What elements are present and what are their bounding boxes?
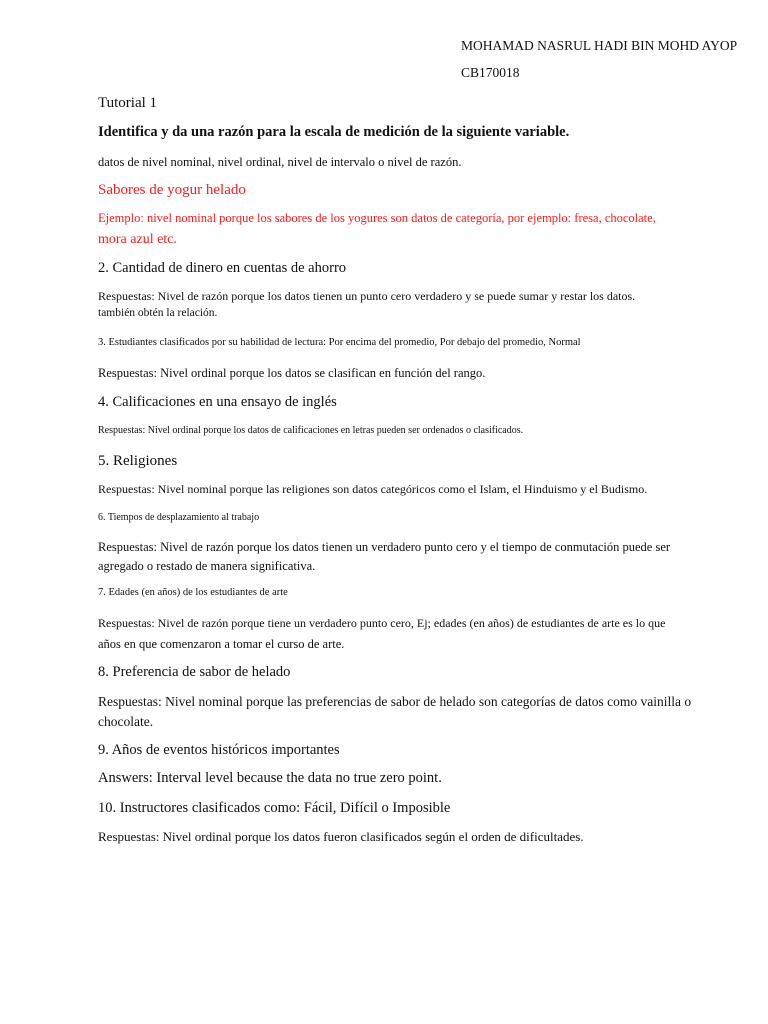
answer-2-line2: también obtén la relación. [98, 307, 218, 319]
answer-4: Respuestas: Nivel ordinal porque los datos de calificaciones en letras pueden ser ordenados o clasificados. [98, 425, 524, 436]
example-answer-line2: mora azul etc. [98, 232, 177, 247]
answer-8-line1: Respuestas: Nivel nominal porque las preferencias de sabor de helado son categorías de datos como vainilla o [98, 694, 692, 709]
answer-7-line2: años en que comenzaron a tomar el curso de arte. [98, 637, 345, 651]
options-text: datos de nivel nominal, nivel ordinal, nivel de intervalo o nivel de razón. [98, 155, 462, 169]
question-10: 10. Instructores clasificados como: Fácil, Difícil o Imposible [98, 800, 451, 816]
question-6: 6. Tiempos de desplazamiento al trabajo [98, 512, 260, 523]
answer-2-line1: Respuestas: Nivel de razón porque los datos tienen un punto cero verdadero y se puede sumar y restar los datos. [98, 289, 636, 303]
question-3: 3. Estudiantes clasificados por su habilidad de lectura: Por encima del promedio, Por debajo del promedio, Normal [98, 337, 581, 348]
answer-7-line1: Respuestas: Nivel de razón porque tiene un verdadero punto cero, Ej; edades (en años) de estudiantes de arte es lo que [98, 616, 666, 630]
answer-6-line1: Respuestas: Nivel de razón porque los datos tienen un verdadero punto cero y el tiempo de conmutación puede ser [98, 540, 671, 554]
instruction-text: Identifica y da una razón para la escala de medición de la siguiente variable. [98, 124, 570, 140]
question-2: 2. Cantidad de dinero en cuentas de ahorro [98, 260, 347, 276]
question-5: 5. Religiones [98, 453, 178, 469]
example-item: Sabores de yogur helado [98, 182, 246, 198]
answer-8-line2: chocolate. [98, 714, 154, 729]
question-4: 4. Calificaciones en una ensayo de inglés [98, 394, 337, 410]
answer-9: Answers: Interval level because the data no true zero point. [98, 770, 442, 786]
answer-6-line2: agregado o restado de manera significativa. [98, 559, 316, 573]
answer-10: Respuestas: Nivel ordinal porque los datos fueron clasificados según el orden de dificultades. [98, 829, 584, 844]
author-name: MOHAMAD NASRUL HADI BIN MOHD AYOP [461, 38, 738, 53]
question-7: 7. Edades (en años) de los estudiantes de arte [98, 587, 288, 598]
answer-5: Respuestas: Nivel nominal porque las religiones son datos categóricos como el Islam, el Hinduismo y el Budismo. [98, 482, 648, 496]
student-id: CB170018 [461, 65, 520, 80]
question-8: 8. Preferencia de sabor de helado [98, 664, 291, 680]
answer-3: Respuestas: Nivel ordinal porque los datos se clasifican en función del rango. [98, 366, 486, 380]
question-9: 9. Años de eventos históricos importantes [98, 742, 340, 758]
document-title: Tutorial 1 [98, 95, 158, 111]
example-answer-line1: Ejemplo: nivel nominal porque los sabores de los yogures son datos de categoría, por ejemplo: fresa, chocolate, [98, 211, 656, 225]
